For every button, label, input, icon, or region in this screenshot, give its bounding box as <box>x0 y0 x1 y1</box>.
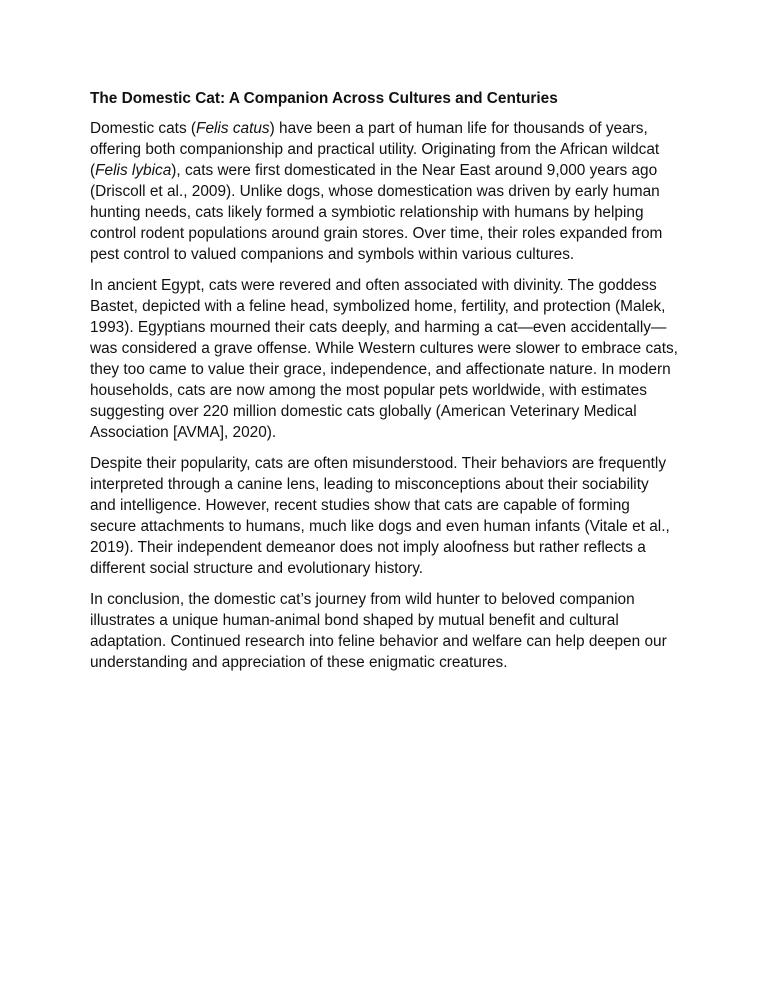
paragraph-conclusion: In conclusion, the domestic cat’s journey from wild hunter to beloved companion illustrates a unique human-animal bond shaped by mutual benefit and cultural adaptation. Continued research into feline behavior and welfare can help deepen our understanding and appreciation of these enigmatic creatures. <box>90 591 667 671</box>
paragraph-text: Domestic cats ( <box>90 120 197 137</box>
scientific-name-felis-lybica: Felis lybica <box>95 162 172 179</box>
scientific-name-felis-catus: Felis catus <box>196 120 270 137</box>
paragraph-misunderstood: Despite their popularity, cats are often misunderstood. Their behaviors are frequently interpreted through a canine lens, leading to misconceptions about their sociability and intelligence. However, recent studies show that cats are capable of forming secure attachments to humans, much like dogs and even human infants (Vitale et al., 2019). Their independent demeanor does not imply aloofness but rather reflects a different social structure and evolutionary history. <box>90 455 670 577</box>
paragraph-ancient-egypt: In ancient Egypt, cats were revered and often associated with divinity. The goddess Bastet, depicted with a feline head, symbolized home, fertility, and protection (Malek, 1993). Egyptians mourned their cats deeply, and harming a cat—even accidentally—was considered a grave offense. While Western cultures were slower to embrace cats, they too came to value their grace, independence, and affectionate nature. In modern households, cats are now among the most popular pets worldwide, with estimates suggesting over 220 million domestic cats globally (American Veterinary Medical Association [AVMA], 2020). <box>90 277 678 441</box>
paragraph-text: ), cats were first domesticated in the Near East around 9,000 years ago (Driscoll et al., 2009). Unlike dogs, whose domestication was driven by early human hunting needs, cats likely formed a symbiotic relationship with humans by helping control rodent populations around grain stores. Over time, their roles expanded from pest control to valued companions and symbols within various cultures. <box>90 162 663 263</box>
document-title: The Domestic Cat: A Companion Across Cultures and Centuries <box>90 90 558 107</box>
paragraph-introduction <box>90 118 678 265</box>
document-page <box>90 88 678 683</box>
paragraph-text: ) have been a part of human life for thousands of years, offering both companionship and practical utility. Originating from the African wildcat ( <box>90 120 660 179</box>
